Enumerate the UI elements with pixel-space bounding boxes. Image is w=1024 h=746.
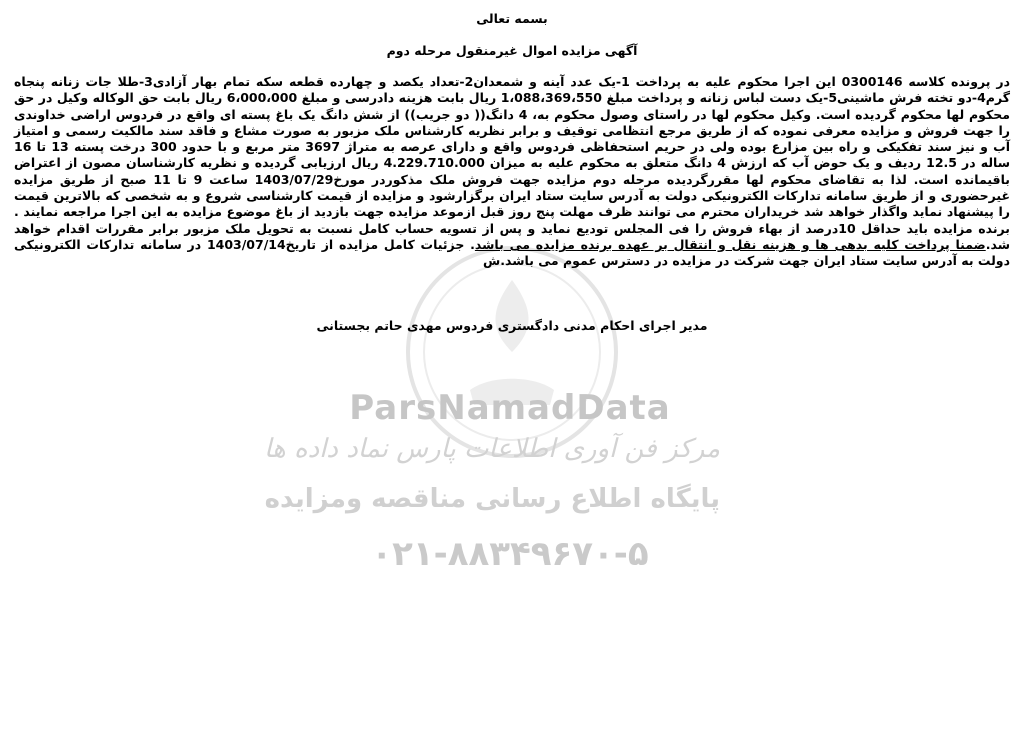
announcement-title: آگهی مزایده اموال غیرمنقول مرحله دوم xyxy=(386,43,638,58)
body-text-part-2: . جزئیات کامل مزایده از تاریخ1403/07/14 در سامانه تدارکات الکترونیکی دولت به آدرس سایت ستاد ایران جهت شرکت در مزایده در دسترس عموم می باشد.ش xyxy=(14,236,1010,269)
basmala-heading: بسمه تعالی xyxy=(476,11,548,26)
watermark-line-2: پایگاه اطلاع رسانی مناقصه ومزایده xyxy=(264,484,720,514)
watermark xyxy=(264,318,720,678)
watermark-line-1: مرکز فن آوری اطلاعات پارس نماد داده ها xyxy=(264,434,720,464)
announcement-body xyxy=(14,74,1010,270)
body-text-part-1: در پرونده کلاسه 0300146 این اجرا محکوم علیه به پرداخت 1-یک عدد آینه و شمعدان2-تعداد یکصد و چهارده قطعه سکه تمام بهار آزادی3-طلا جات زنانه پنجاه گرم4-دو تخته فرش ماشینی5-یک دست لباس زنانه و پرداخت مبلغ 1،088،369،550 ریال بابت هزینه دادرسی و مبلغ 6،000،000 ریال بابت حق الوکاله وکیل در حق محکوم لها محکوم گردیده است. وکیل محکوم لها در راستای وصول محکوم به، 4 دانگ(( دو جریب)) از شش دانگ یک باغ پسته ای واقع در فردوس اراضی خداوندی را جهت فروش و مزایده معرفی نموده که از طریق مرجع انتظامی توقیف و برابر نظریه کارشناس ملک مزبور به صورت مشاع و فاقد سند مالکیت رسمی و امتیاز آب و نیز سند تفکیکی و راه بین مزارع بوده ولی در حریم استحفاظی فردوس واقع و دارای عرصه به متراژ 3697 متر مربع و با حدود 300 درخت پسته 13 تا 16 ساله در 12.5 ردیف و یک حوض آب که ارزش 4 دانگ متعلق به محکوم علیه به میزان 4.229.710.000 ریال ارزیابی گردیده و نظریه کارشناسان مصون از اعتراض باقیمانده است. لذا به تقاضای محکوم لها مقررگردیده مرحله دوم مزایده جهت فروش ملک مذکوردر مورخ1403/07/29 ساعت 9 تا 11 صبح از طریق مزایده غیرحضوری و از طریق سامانه تدارکات الکترونیکی دولت به آدرس سایت ستاد ایران برگزارشود و مزایده از قیمت کارشناسی شروع و به شخصی که بالاترین قیمت را پیشنهاد نماید واگذار خواهد شد خریداران محترم می توانند ظرف مهلت پنج روز قبل ازموعد مزایده جهت بازدید از باغ موضوع مزایده به این اجرا مراجعه نمایند . برنده مزایده باید حداقل 10درصد از بهاء فروش را فی المجلس تودیع نماید و پس از تسویه حساب کامل نسبت به تحویل ملک مزبور برابر مقررات اقدام خواهد شد. xyxy=(14,74,1011,252)
watermark-brand: ParsNamadData xyxy=(349,388,671,428)
body-text-underlined: ضمنا پرداخت کلیه بدهی ها و هزینه نقل و انتقال بر عهده برنده مزایده می باشد xyxy=(474,236,986,252)
signature-line: مدیر اجرای احکام مدنی دادگستری فردوس مهدی حاتم بجستانی xyxy=(316,318,708,333)
watermark-phone: ۰۲۱-۸۸۳۴۹۶۷۰-۵ xyxy=(371,534,649,574)
